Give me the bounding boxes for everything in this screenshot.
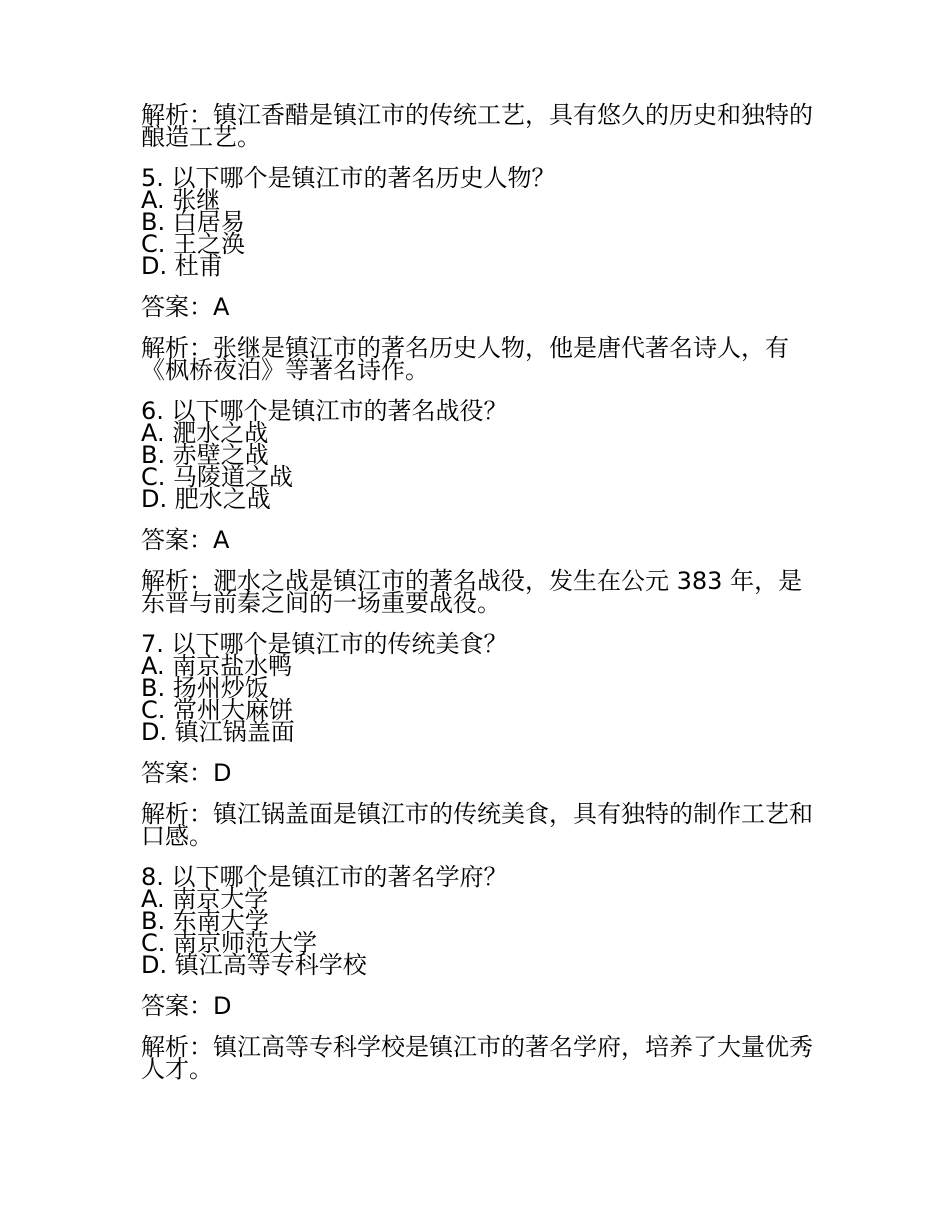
option-c: C. 南京师范大学 bbox=[141, 929, 318, 957]
question-block-5 bbox=[141, 164, 821, 280]
analysis-text: 解析：淝水之战是镇江市的著名战役，发生在公元 383 年，是东晋与前秦之间的一场重要战役。 bbox=[141, 567, 803, 617]
analysis-text: 解析：镇江香醋是镇江市的传统工艺，具有悠久的历史和独特的酿造工艺。 bbox=[141, 101, 813, 151]
answer-7 bbox=[141, 759, 821, 787]
question-block-6 bbox=[141, 397, 821, 513]
answer-text: 答案：D bbox=[141, 992, 232, 1020]
option-d: D. 杜甫 bbox=[141, 252, 223, 280]
option-c: C. 常州大麻饼 bbox=[141, 696, 294, 724]
option-b: B. 白居易 bbox=[141, 208, 245, 236]
option-a: A. 南京大学 bbox=[141, 885, 269, 913]
answer-text: 答案：D bbox=[141, 759, 232, 787]
option-c: C. 王之涣 bbox=[141, 230, 246, 258]
question-text: 7. 以下哪个是镇江市的传统美食？ bbox=[141, 630, 508, 658]
document-page bbox=[141, 101, 821, 1099]
analysis-8 bbox=[141, 1033, 821, 1083]
question-text: 6. 以下哪个是镇江市的著名战役？ bbox=[141, 397, 508, 425]
option-d: D. 镇江锅盖面 bbox=[141, 718, 295, 746]
answer-text: 答案：A bbox=[141, 293, 230, 321]
analysis-6 bbox=[141, 567, 821, 617]
option-d: D. 镇江高等专科学校 bbox=[141, 951, 367, 979]
analysis-text: 解析：张继是镇江市的著名历史人物，他是唐代著名诗人，有《枫桥夜泊》等著名诗作。 bbox=[141, 334, 789, 384]
analysis-text: 解析：镇江锅盖面是镇江市的传统美食，具有独特的制作工艺和口感。 bbox=[141, 800, 813, 850]
question-text: 5. 以下哪个是镇江市的著名历史人物？ bbox=[141, 164, 556, 192]
option-b: B. 扬州炒饭 bbox=[141, 674, 269, 702]
answer-text: 答案：A bbox=[141, 526, 230, 554]
analysis-5 bbox=[141, 334, 821, 384]
option-a: A. 南京盐水鸭 bbox=[141, 652, 293, 680]
option-d: D. 肥水之战 bbox=[141, 485, 271, 513]
question-text: 8. 以下哪个是镇江市的著名学府？ bbox=[141, 863, 508, 891]
answer-8 bbox=[141, 992, 821, 1020]
option-b: B. 赤壁之战 bbox=[141, 441, 269, 469]
analysis-7 bbox=[141, 800, 821, 850]
question-block-7 bbox=[141, 630, 821, 746]
answer-6 bbox=[141, 526, 821, 554]
option-a: A. 淝水之战 bbox=[141, 419, 269, 447]
option-b: B. 东南大学 bbox=[141, 907, 269, 935]
option-c: C. 马陵道之战 bbox=[141, 463, 294, 491]
question-block-8 bbox=[141, 863, 821, 979]
intro-analysis bbox=[141, 101, 821, 151]
analysis-text: 解析：镇江高等专科学校是镇江市的著名学府，培养了大量优秀人才。 bbox=[141, 1033, 813, 1083]
answer-5 bbox=[141, 293, 821, 321]
option-a: A. 张继 bbox=[141, 186, 221, 214]
